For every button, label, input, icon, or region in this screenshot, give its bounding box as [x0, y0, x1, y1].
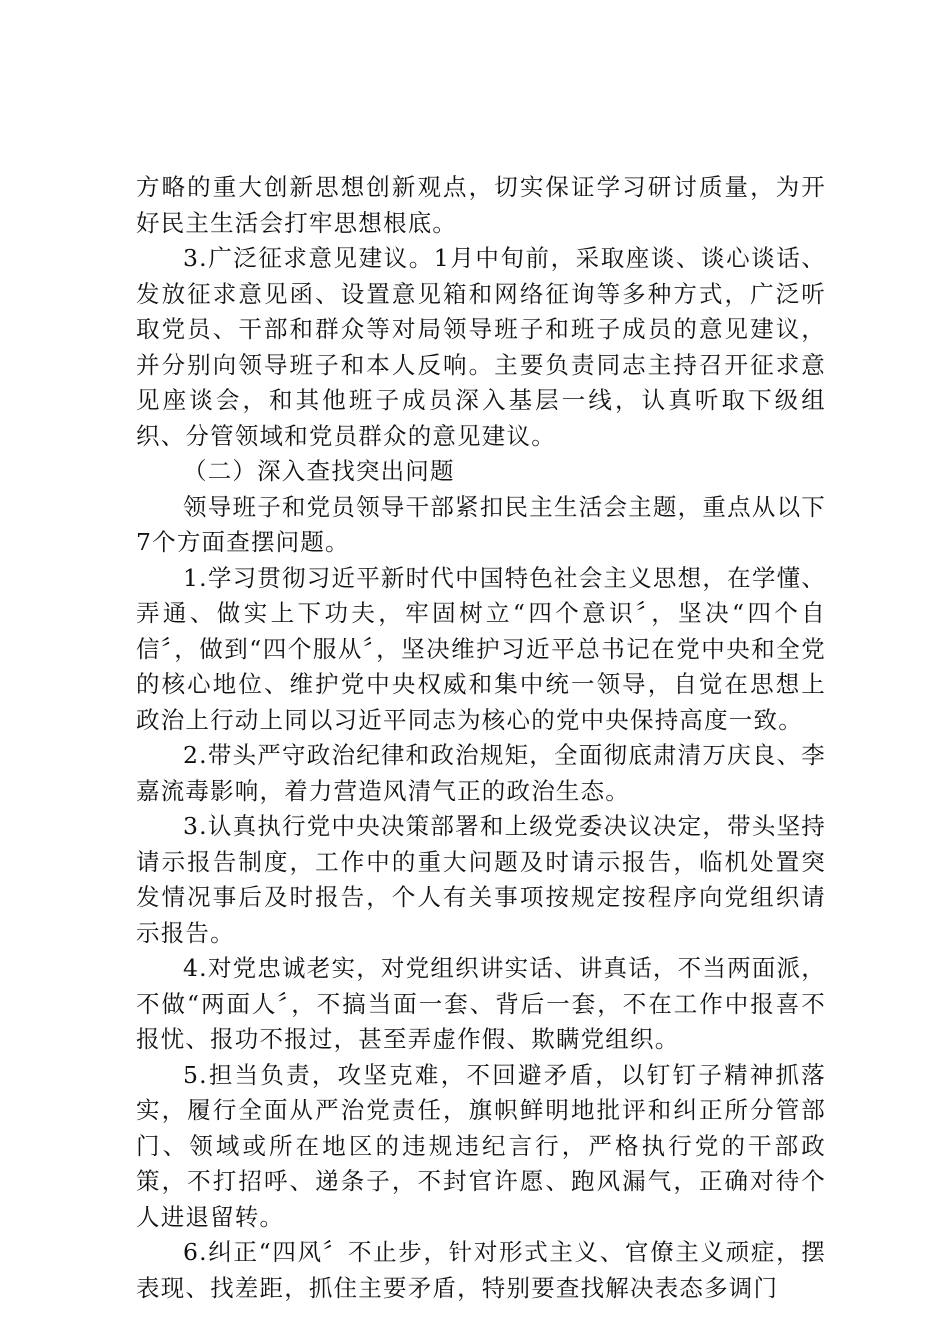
list-item-4: 4.对党忠诚老实，对党组织讲实话、讲真话，不当两面派，不做“两面人〞，不搞当面一套、背后一套，不在工作中报喜不报忧、报功不报过，甚至弄虚作假、欺瞒党组织。	[136, 954, 826, 1053]
list-item-5: 5.担当负责，攻坚克难，不回避矛盾，以钉钉子精神抓落实，履行全面从严治党责任，旗帜鲜明地批评和纠正所分管部门、领域或所在地区的违规违纪言行，严格执行党的干部政策，不打招呼、递条子，不封官许愿、跑风漏气，正确对待个人进退留转。	[136, 1060, 826, 1231]
list-item-6: 6.纠正“四风〞不止步，针对形式主义、官僚主义顽症，摆表现、找差距，抓住主要矛盾，特别要查找解决表态多调门	[136, 1238, 826, 1302]
list-item-3: 3.认真执行党中央决策部署和上级党委决议决定，带头坚持请示报告制度，工作中的重大问题及时请示报告，临机处置突发情况事后及时报告，个人有关事项按规定按程序向党组织请示报告。	[136, 812, 826, 947]
list-item-1: 1.学习贯彻习近平新时代中国特色社会主义思想，在学懂、弄通、做实上下功夫，牢固树立“四个意识〞，坚决“四个自信〞，做到“四个服从〞，坚决维护习近平总书记在党中央和全党的核心地位、维护党中央权威和集中统一领导，自觉在思想上政治上行动上同以习近平同志为核心的党中央保持高度一致。	[136, 563, 826, 734]
paragraph-continuation: 方略的重大创新思想创新观点，切实保证学习研讨质量，为开好民主生活会打牢思想根底。	[136, 173, 826, 237]
paragraph-solicit-opinions: 3.广泛征求意见建议。1月中旬前，采取座谈、谈心谈话、发放征求意见函、设置意见箱和网络征询等多种方式，广泛听取党员、干部和群众等对局领导班子和班子成员的意见建议，并分别向领导班子和本人反响。主要负责同志主持召开征求意见座谈会，和其他班子成员深入基层一线，认真听取下级组织、分管领域和党员群众的意见建议。	[136, 244, 826, 450]
list-item-2: 2.带头严守政治纪律和政治规矩，全面彻底肃清万庆良、李嘉流毒影响，着力营造风清气正的政治生态。	[136, 741, 826, 805]
paragraph-intro: 领导班子和党员领导干部紧扣民主生活会主题，重点从以下7个方面查摆问题。	[136, 492, 826, 556]
section-heading: （二）深入查找突出问题	[183, 457, 455, 485]
document-body	[136, 170, 826, 1306]
